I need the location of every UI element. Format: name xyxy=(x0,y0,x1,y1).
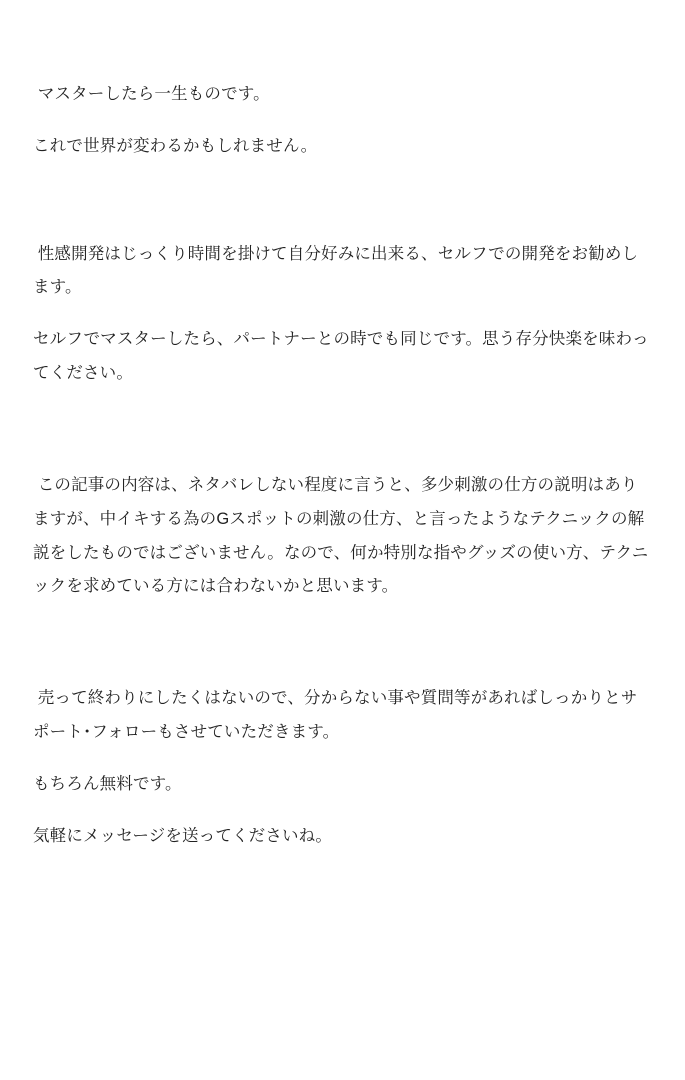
spacer xyxy=(33,802,652,820)
spacer xyxy=(33,391,652,469)
paragraph-text: セルフでマスターしたら、パートナーとの時でも同じです。思う存分快楽を味わってください。 xyxy=(33,330,649,383)
paragraph-block-6 xyxy=(33,682,652,750)
paragraph-text: この記事の内容は、ネタバレしない程度に言うと、多少刺激の仕方の説明はありますが、中イキする為のGスポットの刺激の仕方、と言ったようなテクニックの解説をしたものではございません。なので、何か特別な指やグッズの使い方、テクニックを求めている方には合わないかと思います。 xyxy=(33,475,649,596)
paragraph-text: もちろん無料です。 xyxy=(33,774,182,793)
paragraph-block-2 xyxy=(33,130,652,164)
paragraph-block-8 xyxy=(33,820,652,854)
spacer xyxy=(33,112,652,130)
spacer xyxy=(33,750,652,768)
paragraph-block-4 xyxy=(33,323,652,391)
top-spacer xyxy=(33,0,652,78)
spacer xyxy=(33,604,652,682)
paragraph-text: 性感開発はじっくり時間を掛けて自分好みに出来る、セルフでの開発をお勧めします。 xyxy=(33,244,639,297)
paragraph-text: これで世界が変わるかもしれません。 xyxy=(33,136,318,155)
spacer xyxy=(33,305,652,323)
paragraph-block-5 xyxy=(33,469,652,604)
paragraph-block-1 xyxy=(33,78,652,112)
spacer xyxy=(33,164,652,238)
paragraph-text: マスターしたら一生ものです。 xyxy=(33,85,270,103)
paragraph-block-3 xyxy=(33,238,652,306)
paragraph-block-7 xyxy=(33,768,652,802)
paragraph-text: 売って終わりにしたくはないので、分からない事や質問等があればしっかりとサポート･フォローもさせていただきます。 xyxy=(33,689,638,741)
paragraph-text: 気軽にメッセージを送ってくださいね。 xyxy=(33,826,332,845)
